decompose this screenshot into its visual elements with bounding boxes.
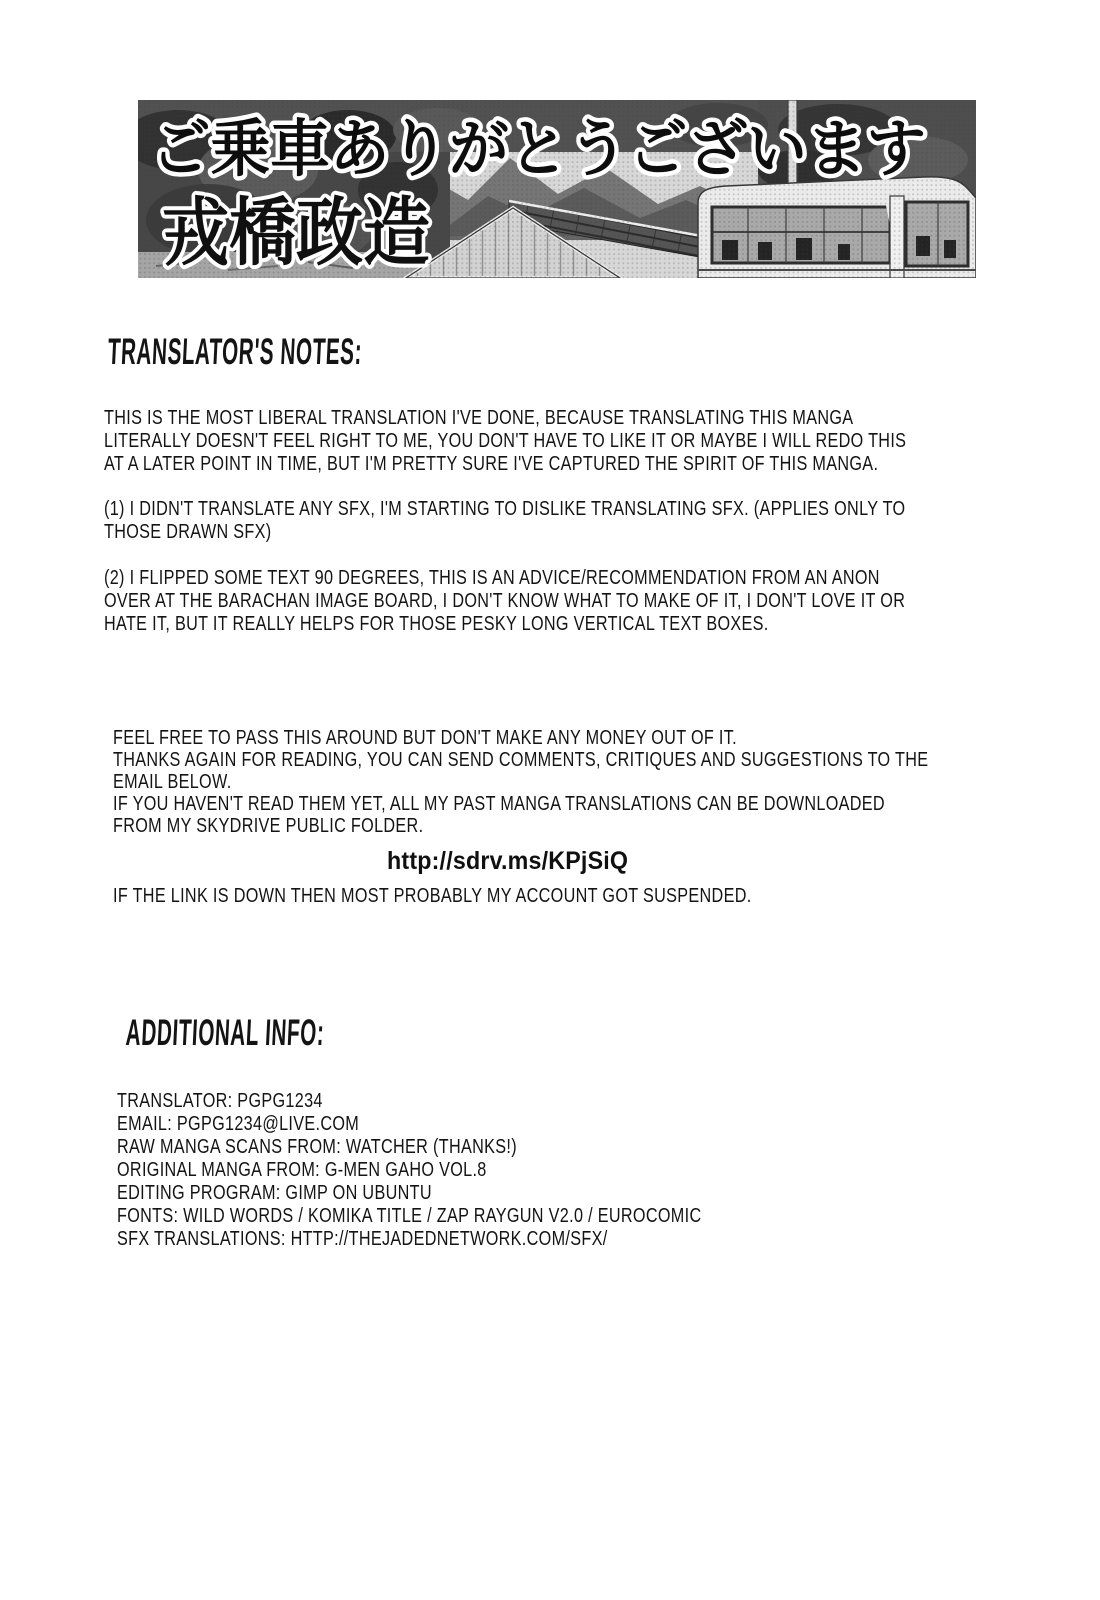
- manga-title-banner: [138, 100, 976, 278]
- paragraph-flipped-text-note: [104, 567, 1060, 636]
- text-line: LITERALLY DOESN'T FEEL RIGHT TO ME, YOU DON'T HAVE TO LIKE IT OR MAYBE I WILL REDO THIS: [104, 430, 907, 452]
- info-line-raw-scans: RAW MANGA SCANS FROM: WATCHER (THANKS!): [117, 1136, 517, 1158]
- text-line: IF THE LINK IS DOWN THEN MOST PROBABLY MY ACCOUNT GOT SUSPENDED.: [113, 885, 752, 907]
- skydrive-link: http://sdrv.ms/KPjSiQ: [387, 847, 629, 875]
- text-line: (1) I DIDN'T TRANSLATE ANY SFX, I'M STARTING TO DISLIKE TRANSLATING SFX. (APPLIES ONLY TO: [104, 498, 906, 520]
- paragraph-sfx-note: [104, 498, 1060, 544]
- text-line: THOSE DRAWN SFX): [104, 521, 272, 543]
- text-line: FROM MY SKYDRIVE PUBLIC FOLDER.: [113, 815, 424, 837]
- info-line-translator: TRANSLATOR: PGPG1234: [117, 1090, 323, 1112]
- text-line: FEEL FREE TO PASS THIS AROUND BUT DON'T MAKE ANY MONEY OUT OF IT.: [113, 727, 737, 749]
- additional-info-heading: ADDITIONAL INFO:: [124, 1012, 326, 1053]
- text-line: THIS IS THE MOST LIBERAL TRANSLATION I'VE DONE, BECAUSE TRANSLATING THIS MANGA: [104, 407, 854, 429]
- text-line: IF YOU HAVEN'T READ THEM YET, ALL MY PAST MANGA TRANSLATIONS CAN BE DOWNLOADED: [113, 793, 885, 815]
- info-line-sfx-translations: SFX TRANSLATIONS: HTTP://THEJADEDNETWORK.COM/SFX/: [117, 1228, 608, 1250]
- text-line: THANKS AGAIN FOR READING, YOU CAN SEND COMMENTS, CRITIQUES AND SUGGESTIONS TO THE: [113, 749, 929, 771]
- text-line: EMAIL BELOW.: [113, 771, 232, 793]
- info-line-original-manga: ORIGINAL MANGA FROM: G-MEN GAHO VOL.8: [117, 1159, 487, 1181]
- banner-illustration: [138, 100, 976, 278]
- text-line: (2) I FLIPPED SOME TEXT 90 DEGREES, THIS IS AN ADVICE/RECOMMENDATION FROM AN ANON: [104, 567, 880, 589]
- paragraph-link-down-note: [113, 885, 1069, 908]
- text-line: HATE IT, BUT IT REALLY HELPS FOR THOSE PESKY LONG VERTICAL TEXT BOXES.: [104, 613, 769, 635]
- info-line-editing-program: EDITING PROGRAM: GIMP ON UBUNTU: [117, 1182, 432, 1204]
- info-line-email: EMAIL: PGPG1234@LIVE.COM: [117, 1113, 360, 1135]
- translators-notes-heading: TRANSLATOR'S NOTES:: [106, 331, 364, 372]
- banner-title-text: ご乗車ありがとうございます: [151, 112, 926, 185]
- banner-author-text: 戎橋政造: [162, 190, 430, 276]
- text-line: OVER AT THE BARACHAN IMAGE BOARD, I DON'T KNOW WHAT TO MAKE OF IT, I DON'T LOVE IT OR: [104, 590, 906, 612]
- paragraph-liberal-translation: [104, 407, 1060, 476]
- paragraph-sharing-note: [113, 727, 1069, 837]
- text-line: AT A LATER POINT IN TIME, BUT I'M PRETTY SURE I'VE CAPTURED THE SPIRIT OF THIS MANGA.: [104, 453, 879, 475]
- additional-info-list: [117, 1090, 1073, 1251]
- info-line-fonts: FONTS: WILD WORDS / KOMIKA TITLE / ZAP RAYGUN V2.0 / EUROCOMIC: [117, 1205, 702, 1227]
